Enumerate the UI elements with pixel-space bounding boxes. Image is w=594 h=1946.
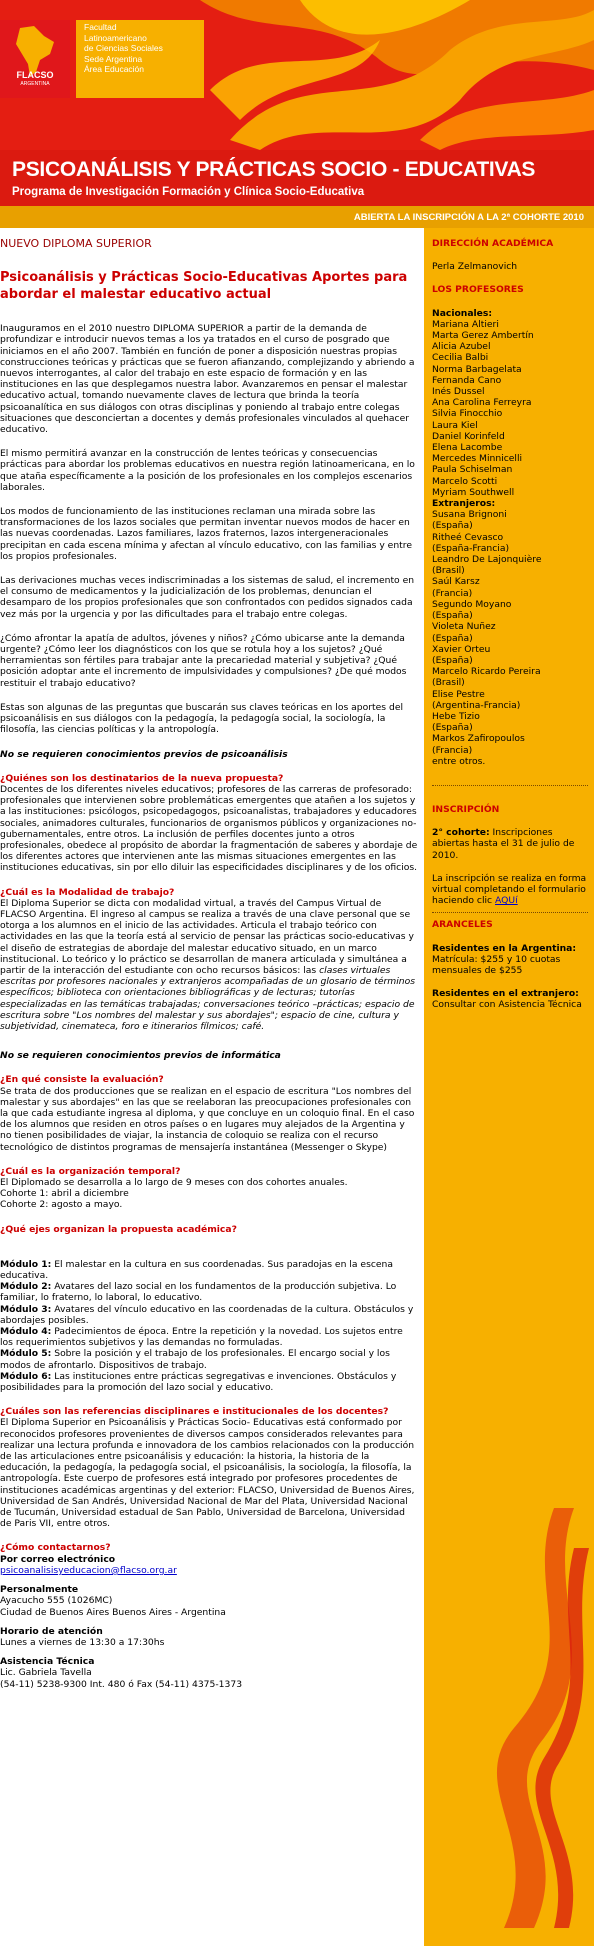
address-line: Ciudad de Buenos Aires Buenos Aires - Argentina <box>0 1606 226 1618</box>
no-requirements-note: No se requieren conocimientos previos de psicoanálisis <box>0 748 288 760</box>
modulo-text: Las instituciones entre prácticas segregativas e invenciones. Obstáculos y posibilidades para la promoción del lazo social y educativo. <box>0 1370 397 1394</box>
asistencia-line: (54-11) 5238-9300 Int. 480 ó Fax (54-11) 4375-1373 <box>0 1678 243 1690</box>
cohorte-text: Inscripciones abiertas hasta el 31 de julio de 2010. <box>432 827 575 861</box>
asistencia-label: Asistencia Técnica <box>0 1656 95 1668</box>
header-banner <box>0 0 594 228</box>
profesor-name: Myriam Southwell <box>432 486 515 498</box>
profesor-country: (Brasil) <box>432 565 465 577</box>
profesor-name: Cecilia Balbi <box>432 352 489 364</box>
residentes-arg-text: Matrícula: $255 y 10 cuotas mensuales de $255 <box>432 953 561 976</box>
intro-paragraph: Inauguramos en el 2010 nuestro DIPLOMA SUPERIOR a partir de la demanda de profundizar e introducir nuevos temas a los ya tratados en el curso de posgrado que iniciamos en el año 2007. También en función de poner a disposición nuestras propias construcciones teóricas y prácticas que se fueron afianzando, complejizando y abriendo a nuevos interrogantes, al calor del trabajo en este espacio de formación y en las instituciones en las que desplegamos nuestra labor. Avanzaremos en pensar el malestar educativo actual, tomando nuevamente claves de lectura que brinda la teoría psicoanalítica en sus diálogos con otras disciplinas y poniendo al trabajo entre colegas situaciones que desconciertan a docentes y demás profesionales vinculados al quehacer educativo. <box>0 323 415 436</box>
profesor-name: Marta Gerez Ambertín <box>432 330 534 342</box>
ejes-question: ¿Qué ejes organizan la propuesta académica? <box>0 1223 237 1235</box>
diploma-heading: NUEVO DIPLOMA SUPERIOR <box>0 237 152 250</box>
faculty-name: Facultad Latinoamericano de Ciencias Sociales Sede Argentina Área Educación <box>84 22 163 74</box>
modulo-label: Módulo 2: <box>0 1281 52 1293</box>
profesor-name: Leandro De Lajonquière <box>432 554 542 566</box>
profesor-name: Fernanda Cano <box>432 374 502 386</box>
modulos-list <box>0 1259 418 1393</box>
cohorte-label: 2° cohorte: <box>432 827 490 839</box>
profesor-country: (España) <box>432 632 473 644</box>
modulo-label: Módulo 5: <box>0 1348 52 1360</box>
profesor-name: Paula Schiselman <box>432 464 513 476</box>
profesor-country: (Argentina-Francia) <box>432 699 521 711</box>
intro-paragraph: Los modos de funcionamiento de las instituciones reclaman una mirada sobre las transformaciones de los lazos sociales que permitan inventar nuevos modos de hacer en las nuevas coordenadas. Lazos familiares, lazos fraternos, lazos intergeneracionales precipitan en cada escena mínima y afectan al vínculo educativo, con las familias y entre los propios profesionales. <box>0 506 412 562</box>
modalidad-resources: clases virtuales escritas por profesores nacionales y extranjeros acompañadas de un glosario de términos específicos; biblioteca con orientaciones bibliográficas y de lecturas; tutorías especializadas en las temáticas trabajadas; conversaciones teórico –prácticas; espacio de escritura sobre "Los nombres del malestar y sus abordajes"; espacio de cine, cultura y subjetividad, cinemateca, foro e itinerarios fílmicos; café. <box>0 964 415 1032</box>
logo-text: FLACSO <box>16 70 54 80</box>
intro-paragraph: ¿Cómo afrontar la apatía de adultos, jóvenes y niños? ¿Cómo ubicarse ante la demanda urgente? ¿Cómo leer los diagnósticos con los que se rotula hoy a los sujetos? ¿Qué herramientas son fértiles para trabajar ante la precariedad material y subjetiva? ¿Qué posición adoptar ante el incremento de impulsividades y compulsiones? ¿De qué modos restituir el trabajo educativo? <box>0 632 407 689</box>
profesor-country: (Brasil) <box>432 677 465 689</box>
profesor-name: Xavier Orteu <box>432 643 491 655</box>
profesor-country: (España) <box>432 610 473 622</box>
horario-text: Lunes a viernes de 13:30 a 17:30hs <box>0 1636 165 1648</box>
profesor-name: Mariana Altieri <box>432 318 499 330</box>
profesor-country: (Francia) <box>432 587 473 599</box>
sidebar-ribbon-graphic <box>424 1508 594 1928</box>
modulo-label: Módulo 3: <box>0 1303 52 1315</box>
profesor-name: Marcelo Scotti <box>432 475 498 487</box>
logo-subtext: ARGENTINA <box>20 81 50 87</box>
contacto-question: ¿Cómo contactarnos? <box>0 1542 111 1554</box>
inscripcion-heading: INSCRIPCIÓN <box>432 803 500 815</box>
profesor-name: Ana Carolina Ferreyra <box>432 397 532 409</box>
referencias-question: ¿Cuáles son las referencias disciplinares e institucionales de los docentes? <box>0 1406 389 1418</box>
profesor-name: Markos Zafiropoulos <box>432 733 525 745</box>
modulo-label: Módulo 4: <box>0 1326 52 1338</box>
profesor-name: Ritheé Cevasco <box>432 531 504 543</box>
inscripcion-link[interactable]: AQUí <box>495 895 518 907</box>
extranjeros-label: Extranjeros: <box>432 498 496 510</box>
divider <box>432 785 588 786</box>
profesor-name: Mercedes Minnicelli <box>432 453 523 465</box>
modulo-text: El malestar en la cultura en sus coordenadas. Sus paradojas en la escena educativa. <box>0 1258 394 1282</box>
profesor-name: Norma Barbagelata <box>432 363 522 375</box>
cohorte-banner: ABIERTA LA INSCRIPCIÓN A LA 2ª COHORTE 2010 <box>353 212 584 223</box>
intro-paragraph: Estas son algunas de las preguntas que buscarán sus claves teóricas en los aportes del psicoanálisis en sus diálogos con la pedagogía, la pedagogía social, la sociología, la filosofía, las ciencias políticas y la antropología. <box>0 701 404 736</box>
director-name: Perla Zelmanovich <box>432 261 518 273</box>
modalidad-question: ¿Cuál es la Modalidad de trabajo? <box>0 886 175 898</box>
profesor-name: Elise Pestre <box>432 688 485 700</box>
asistencia-line: Lic. Gabriela Tavella <box>0 1667 92 1679</box>
aranceles-heading: ARANCELES <box>432 919 493 931</box>
profesor-name: Hebe Tizio <box>432 710 480 722</box>
horario-label: Horario de atención <box>0 1625 103 1637</box>
modulo-label: Módulo 1: <box>0 1258 52 1270</box>
evaluacion-question: ¿En qué consiste la evaluación? <box>0 1074 164 1086</box>
page-title: Psicoanálisis y Prácticas Socio-Educativas Aportes para abordar el malestar educativo actual <box>0 270 408 303</box>
personal-label: Personalmente <box>0 1584 79 1596</box>
profesor-name: Laura Kiel <box>432 419 478 431</box>
profesor-name: Daniel Korinfeld <box>432 430 505 442</box>
profesor-name: Marcelo Ricardo Pereira <box>432 666 541 678</box>
residentes-ext-text: Consultar con Asistencia Técnica <box>432 999 582 1011</box>
profesor-country: (España) <box>432 520 473 532</box>
modulo-text: Avatares del lazo social en los fundamentos de la producción subjetiva. Lo familiar, lo fraterno, lo laboral, lo educativo. <box>0 1281 397 1304</box>
banner-subtitle: Programa de Investigación Formación y Clínica Socio-Educativa <box>12 186 365 198</box>
nacionales-label: Nacionales: <box>432 307 493 319</box>
destinatarios-question: ¿Quiénes son los destinatarios de la nueva propuesta? <box>0 772 284 784</box>
residentes-ext-label: Residentes en el extranjero: <box>432 988 579 1000</box>
temporal-line: Cohorte 2: agosto a mayo. <box>0 1199 123 1211</box>
modulo-text: Padecimientos de época. Entre la repetición y la novedad. Los sujetos entre los requerimientos subjetivos y las demandas no formuladas. <box>0 1326 403 1349</box>
profesor-name: Inés Dussel <box>432 386 485 398</box>
modulo-label: Módulo 6: <box>0 1370 52 1382</box>
temporal-line: El Diplomado se desarrolla a lo largo de 9 meses con dos cohortes anuales. <box>0 1177 348 1188</box>
modulo-text: Sobre la posición y el trabajo de los profesionales. El encargo social y los modos de afrontarlo. Dispositivos de trabajo. <box>0 1348 390 1371</box>
profesor-name: Susana Brignoni <box>432 509 507 521</box>
no-informatica-note: No se requieren conocimientos previos de informática <box>0 1050 281 1062</box>
temporal-line: Cohorte 1: abril a diciembre <box>0 1188 129 1200</box>
profesor-name: Silvia Finocchio <box>432 408 503 420</box>
banner-title: PSICOANÁLISIS Y PRÁCTICAS SOCIO - EDUCATIVAS <box>12 158 536 181</box>
intro-paragraph: Las derivaciones muchas veces indiscriminadas a los sistemas de salud, el incremento en el consumo de medicamentos y la judicialización de los problemas, denuncian el desamparo de los propios profesionales que son confrontados con pedidos signados cada vez más por la urgencia y por las dificultades para el trabajo entre colegas. <box>0 575 415 620</box>
correo-label: Por correo electrónico <box>0 1553 116 1565</box>
residentes-arg-label: Residentes en la Argentina: <box>432 942 577 954</box>
divider <box>432 912 588 913</box>
profesor-name: Alicia Azubel <box>432 341 491 353</box>
destinatarios-answer: Docentes de los diferentes niveles educativos; profesores de las carreras de profesorado: profesionales que intervienen sobre problemáticas emergentes que atañen a los sujetos y a las instituciones: psicólogos, psicopedagogos, psicoanalistas, trabajadores y educadores sociales, animadores culturales, funcionarios de organismos públicos y organizaciones no-gubernamentales, entre otros. La inclusión de perfiles docentes junto a otros profesionales, obedece al propósito de abordar la fragmentación de saberes y abordaje de los diferentes actores que intervienen ante las mismas situaciones emergentes en las instituciones educativas, sin por ello diluir las especificidades disciplinares y de los oficios. <box>0 783 418 874</box>
profesores-heading: LOS PROFESORES <box>432 284 524 296</box>
modalidad-answer: El Diploma Superior se dicta con modalidad virtual, a través del Campus Virtual de FLACSO Argentina. El ingreso al campus se realiza a través de una clave personal que se otorga a los alumnos en el inicio de las actividades. Articula el trabajo teórico con actividades en las que la teoría está al servicio de pensar las prácticas socio-educativas y el diseño de estrategias de abordaje del malestar educativo situado, en un marco institucional. Lo teórico y lo práctico se desarrollan de manera articulada y simultánea a partir de la interacción del estudiante con ocho recursos básicos: las <box>0 897 414 976</box>
main-content <box>0 236 418 1690</box>
address-line: Ayacucho 555 (1026MC) <box>0 1595 113 1607</box>
profesor-country: (España-Francia) <box>432 542 510 554</box>
intro-paragraph: El mismo permitirá avanzar en la construcción de lentes teóricas y consecuencias prácticas para abordar los problemas educativos en nuestra región latinoamericana, en lo que ataña específicamente a la posición de los profesionales en los complejos escenarios laborales. <box>0 448 415 493</box>
email-link[interactable]: psicoanalisisyeducacion@flacso.org.ar <box>0 1564 177 1576</box>
modulo-text: Avatares del vínculo educativo en las coordenadas de la cultura. Obstáculos y abordajes posibles. <box>0 1303 414 1326</box>
inscripcion-text: La inscripción se realiza en forma virtual completando el formulario haciendo clic <box>432 872 587 907</box>
profesor-country: (España) <box>432 722 473 734</box>
profesor-name: Segundo Moyano <box>432 598 512 610</box>
profesor-name: Violeta Nuñez <box>432 621 496 633</box>
temporal-question: ¿Cuál es la organización temporal? <box>0 1165 181 1177</box>
referencias-answer: El Diploma Superior en Psicoanálisis y Prácticas Socio- Educativas está conformado por reconocidos profesores provenientes de diversos campos considerados relevantes para realizar una lectura profunda e innovadora de los cambios relacionados con la producción de las articulaciones entre psicoanálisis y educación: la historia, la historia de la educación, la pedagogía, la pedagogía social, el psicoanálisis, la sociología, la filosofía, la antropología. Este cuerpo de profesores está integrado por profesores procedentes de instituciones académicas argentinas y del exterior: FLACSO, Universidad de Buenos Aires, Universidad de San Andrés, Universidad Nacional de Mar del Plata, Universidad Nacional de Tucumán, Universidad estadual de San Pablo, Universidad de Barcelona, Universidad de Paris VII, entre otros. <box>0 1417 415 1530</box>
direccion-heading: DIRECCIÓN ACADÉMICA <box>432 238 554 249</box>
evaluacion-answer: Se trata de dos producciones que se realizan en el espacio de escritura "Los nombres del malestar y sus abordajes" en las que se reelaboran las preocupaciones profesionales con la que cada estudiante ingresa al diploma, y que concluye en un coloquio final. En el caso de los alumnos que residen en otros países o en lugares muy alejados de la Argentina y no tienen posibilidades de viajar, la instancia de coloquio se realiza con el recurso tecnológico de distintos programas de mensajería instantánea (Messenger o Skype) <box>0 1085 415 1153</box>
profesor-name: Elena Lacombe <box>432 442 503 454</box>
profesores-more: entre otros. <box>432 755 486 767</box>
profesores-list <box>432 308 588 767</box>
profesor-country: (España) <box>432 654 473 666</box>
sidebar <box>424 228 594 1946</box>
profesor-name: Saúl Karsz <box>432 576 480 588</box>
profesor-country: (Francia) <box>432 744 473 756</box>
